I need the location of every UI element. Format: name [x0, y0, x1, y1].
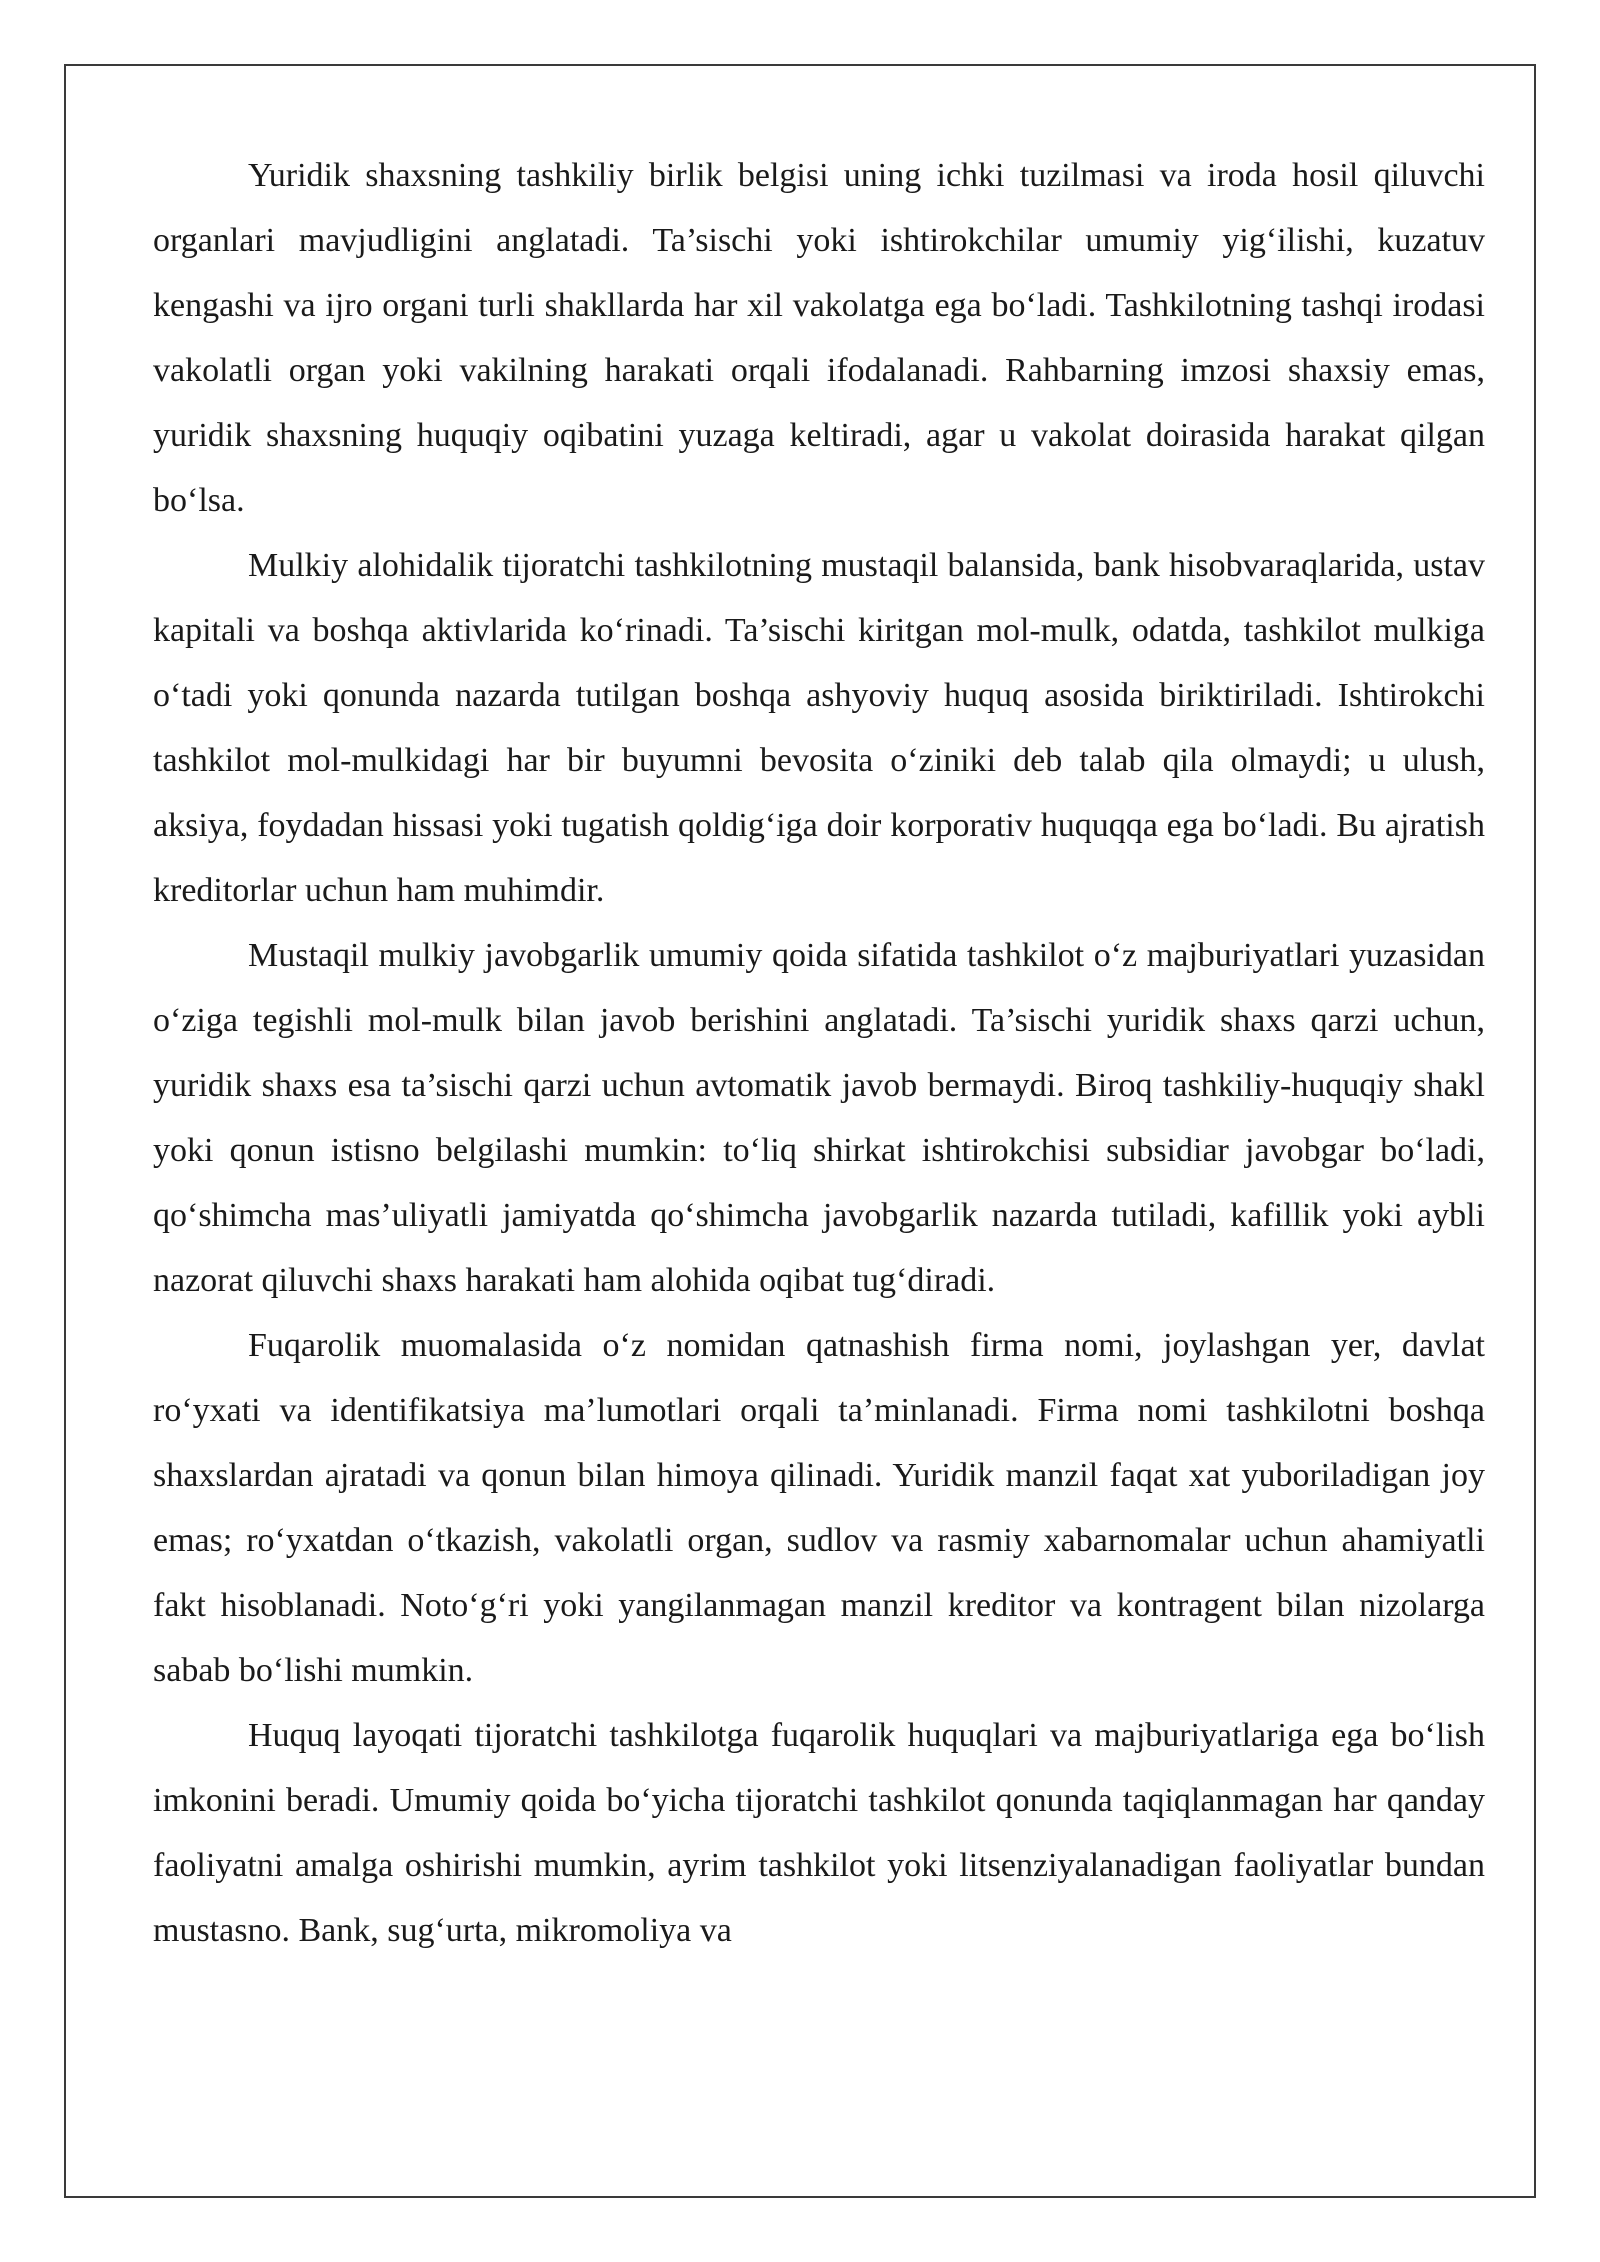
paragraph-civil-circulation: Fuqarolik muomalasida o‘z nomidan qatnashish firma nomi, joylashgan yer, davlat ro‘yxati va identifikatsiya ma’lumotlari orqali ta’minlanadi. Firma nomi tashkilotni boshqa shaxslardan ajratadi va qonun bilan himoya qilinadi. Yuridik manzil faqat xat yuboriladigan joy emas; ro‘yxatdan o‘tkazish, vakolatli organ, sudlov va rasmiy xabarnomalar uchun ahamiyatli fakt hisoblanadi. Noto‘g‘ri yoki yangilanmagan manzil kreditor va kontragent bilan nizolarga sabab bo‘lishi mumkin. [153, 1327, 1485, 1689]
paragraph-independent-liability: Mustaqil mulkiy javobgarlik umumiy qoida sifatida tashkilot o‘z majburiyatlari yuzasidan o‘ziga tegishli mol-mulk bilan javob berishini anglatadi. Ta’sischi yuridik shaxs qarzi uchun, yuridik shaxs esa ta’sischi qarzi uchun avtomatik javob bermaydi. Biroq tashkiliy-huquqiy shakl yoki qonun istisno belgilashi mumkin: to‘liq shirkat ishtirokchisi subsidiar javobgar bo‘ladi, qo‘shimcha mas’uliyatli jamiyatda qo‘shimcha javobgarlik nazarda tutiladi, kafillik yoki aybli nazorat qiluvchi shaxs harakati ham alohida oqibat tug‘diradi. [153, 937, 1485, 1299]
paragraph-organizational-unity: Yuridik shaxsning tashkiliy birlik belgisi uning ichki tuzilmasi va iroda hosil qiluvchi organlari mavjudligini anglatadi. Ta’sischi yoki ishtirokchilar umumiy yig‘ilishi, kuzatuv kengashi va ijro organi turli shakllarda har xil vakolatga ega bo‘ladi. Tashkilotning tashqi irodasi vakolatli organ yoki vakilning harakati orqali ifodalanadi. Rahbarning imzosi shaxsiy emas, yuridik shaxsning huquqiy oqibatini yuzaga keltiradi, agar u vakolat doirasida harakat qilgan bo‘lsa. [153, 157, 1485, 519]
document-body [153, 143, 1485, 1963]
paragraph-property-separation: Mulkiy alohidalik tijoratchi tashkilotning mustaqil balansida, bank hisobvaraqlarida, ustav kapitali va boshqa aktivlarida ko‘rinadi. Ta’sischi kiritgan mol-mulk, odatda, tashkilot mulkiga o‘tadi yoki qonunda nazarda tutilgan boshqa ashyoviy huquq asosida biriktiriladi. Ishtirokchi tashkilot mol-mulkidagi har bir buyumni bevosita o‘ziniki deb talab qila olmaydi; u ulush, aksiya, foydadan hissasi yoki tugatish qoldig‘iga doir korporativ huquqqa ega bo‘ladi. Bu ajratish kreditorlar uchun ham muhimdir. [153, 547, 1485, 909]
paragraph-legal-capacity: Huquq layoqati tijoratchi tashkilotga fuqarolik huquqlari va majburiyatlariga ega bo‘lish imkonini beradi. Umumiy qoida bo‘yicha tijoratchi tashkilot qonunda taqiqlanmagan har qanday faoliyatni amalga oshirishi mumkin, ayrim tashkilot yoki litsenziyalanadigan faoliyatlar bundan mustasno. Bank, sug‘urta, mikromoliya va [153, 1717, 1485, 1949]
